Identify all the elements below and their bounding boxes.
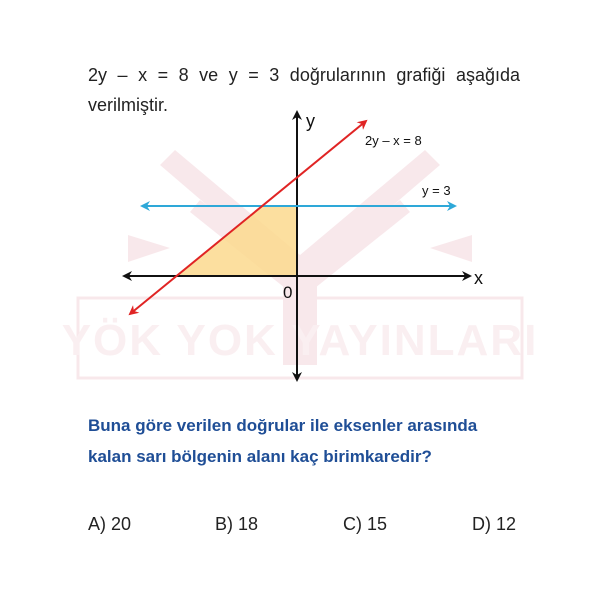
question-line-2: verilmiştir. — [88, 95, 168, 115]
prompt-line-1: Buna göre verilen doğrular ile eksenler arasında — [88, 416, 478, 435]
line1-label: 2y – x = 8 — [365, 133, 422, 148]
y-axis-label: y — [306, 111, 315, 131]
line-2y-minus-x-8 — [250, 121, 366, 216]
choice-c[interactable] — [343, 514, 387, 535]
line2-label: y = 3 — [422, 183, 451, 198]
prompt-text — [88, 410, 528, 472]
prompt-line-2: kalan sarı bölgenin alanı kaç birimkaredir? — [88, 447, 432, 466]
question-line-1: 2y – x = 8 ve y = 3 doğrularının grafiği aşağıda — [88, 65, 520, 85]
choice-value: 20 — [111, 514, 132, 534]
choice-d[interactable] — [472, 514, 516, 535]
choice-letter: C) — [343, 514, 362, 534]
choice-a[interactable] — [88, 514, 131, 535]
choice-letter: D) — [472, 514, 491, 534]
origin-label: 0 — [283, 283, 293, 302]
choice-letter: B) — [215, 514, 233, 534]
choice-value: 18 — [238, 514, 259, 534]
choice-b[interactable] — [215, 514, 258, 535]
choice-letter: A) — [88, 514, 106, 534]
answer-choices — [88, 514, 528, 542]
watermark — [62, 150, 539, 378]
choice-value: 12 — [496, 514, 517, 534]
watermark-text: YÖK YOK YAYINLARI — [61, 316, 539, 365]
x-axis-label: x — [474, 268, 483, 288]
choice-value: 15 — [367, 514, 388, 534]
